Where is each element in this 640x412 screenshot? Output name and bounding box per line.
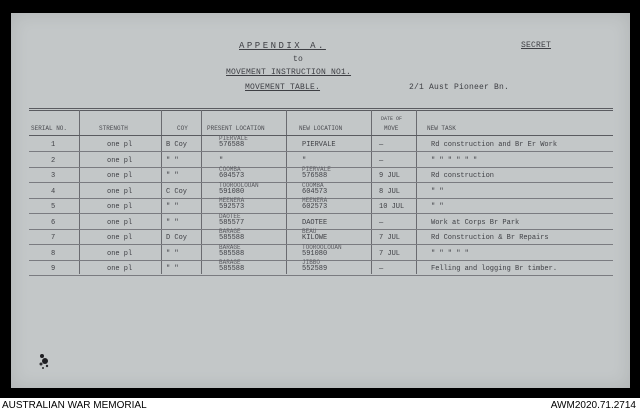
new-location-cell-line: 552589 [302, 265, 328, 273]
new-location-cell-line: 591080 [302, 249, 328, 258]
new-task-cell: Rd Construction & Br Repairs [431, 234, 549, 242]
new-location-cell [302, 244, 342, 258]
document-title: APPENDIX A. [239, 41, 326, 51]
new-location-cell [302, 142, 336, 149]
new-task-cell: Rd construction and Br Er Work [431, 141, 558, 149]
coy-cell: " " [166, 265, 179, 273]
new-location-cell [302, 182, 327, 196]
strength-cell: one pl [107, 218, 133, 227]
present-location-cell-line: 585588 [219, 234, 245, 242]
new-task-cell: Rd construction [431, 172, 495, 180]
header-date-line1: DATE OF [381, 116, 403, 122]
table-row [29, 259, 613, 277]
table-title: MOVEMENT TABLE. [245, 83, 321, 92]
strength-cell: one pl [107, 249, 133, 258]
present-location-cell [219, 213, 244, 227]
row-rule [29, 213, 613, 214]
new-task-cell: " " " " " [431, 249, 469, 258]
new-location-cell [302, 197, 327, 211]
table-top-rule [29, 108, 613, 109]
coy-cell: " " [166, 156, 179, 165]
date-of-move-cell: 9 JUL [379, 172, 401, 180]
present-location-cell-line: 591080 [219, 187, 245, 196]
present-location-cell-line: BARAGE [219, 259, 241, 266]
ink-stain-mark [37, 352, 51, 370]
new-task-cell: " " [431, 203, 444, 211]
new-location-cell-line: COOMBA [302, 181, 324, 189]
new-location-cell-line: PIERVALE [302, 141, 336, 149]
coy-cell: D Coy [166, 234, 188, 242]
strength-cell: one pl [107, 203, 133, 211]
instruction-title: MOVEMENT INSTRUCTION NO1. [226, 68, 352, 77]
new-location-cell-line: BEAU [302, 228, 317, 235]
footer-source: AUSTRALIAN WAR MEMORIAL [2, 400, 147, 411]
present-location-cell-line: BARAGE [219, 243, 241, 251]
new-location-cell-line: KILOWE [302, 234, 328, 242]
new-location-cell-line: 602573 [302, 203, 328, 211]
new-location-cell-line: " [302, 156, 307, 165]
coy-cell: C Coy [166, 187, 188, 196]
present-location-cell-line: MEENERA [219, 197, 245, 204]
present-location-cell-line: BARAGE [219, 228, 241, 235]
present-location-cell [219, 228, 244, 242]
present-location-cell-line: PIERVALE [219, 135, 248, 142]
serial-number: 1 [51, 141, 56, 149]
document-page [11, 13, 630, 388]
date-of-move-cell: — [379, 218, 384, 227]
header-date-line2: MOVE [384, 125, 399, 132]
new-location-cell-line: TOOROOLOUAN [302, 243, 342, 251]
serial-number: 3 [51, 172, 56, 180]
date-of-move-cell: — [379, 156, 384, 165]
header-bottom-rule [29, 135, 613, 136]
serial-number: 4 [51, 187, 56, 196]
serial-number: 8 [51, 249, 56, 258]
date-of-move-cell: 8 JUL [379, 187, 401, 196]
new-location-cell [302, 259, 327, 273]
header-new-location: NEW LOCATION [299, 125, 343, 132]
new-task-cell: Felling and logging Br timber. [431, 265, 558, 273]
document-to: to [293, 55, 304, 64]
table-top-rule-double [29, 110, 613, 111]
row-rule [29, 275, 613, 276]
present-location-cell-line: TOOROOLOUAN [219, 181, 259, 189]
serial-number: 5 [51, 203, 56, 211]
new-location-cell [302, 220, 327, 227]
header-coy: COY [177, 125, 188, 132]
coy-cell: " " [166, 218, 179, 227]
present-location-cell-line: DAOTEE [219, 212, 241, 220]
row-rule [29, 151, 613, 152]
present-location-cell-line: 592573 [219, 203, 245, 211]
header-new-task: NEW TASK [427, 125, 456, 132]
strength-cell: one pl [107, 156, 133, 165]
serial-number: 2 [51, 156, 56, 165]
strength-cell: one pl [107, 234, 133, 242]
header-strength: STRENGTH [99, 125, 128, 132]
serial-number: 6 [51, 218, 56, 227]
new-location-cell-line: 604573 [302, 187, 328, 196]
present-location-cell [219, 135, 248, 149]
new-location-cell-line: DAOTEE [302, 218, 328, 227]
present-location-cell-line: 585588 [219, 249, 245, 258]
new-location-cell [302, 166, 331, 180]
footer-accession-number: AWM2020.71.2714 [550, 400, 636, 411]
strength-cell: one pl [107, 141, 133, 149]
new-location-cell-line: PIERVALE [302, 166, 331, 173]
present-location-cell [219, 182, 259, 196]
strength-cell: one pl [107, 172, 133, 180]
serial-number: 7 [51, 234, 56, 242]
new-location-cell-line: 576588 [302, 172, 328, 180]
table-row [29, 135, 613, 153]
present-location-cell [219, 259, 244, 273]
present-location-cell-line: COOMBA [219, 166, 241, 173]
new-location-cell-line: JIBBO [302, 259, 321, 266]
date-of-move-cell: — [379, 141, 384, 149]
new-location-cell-line: MEENERA [302, 197, 328, 204]
date-of-move-cell: — [379, 265, 384, 273]
classification-mark: SECRET [521, 41, 552, 50]
present-location-cell-line: 585588 [219, 265, 245, 273]
present-location-cell-line: 576588 [219, 141, 245, 149]
present-location-cell-line: " [219, 156, 224, 165]
coy-cell: " " [166, 172, 179, 180]
new-task-cell: Work at Corps Br Park [431, 218, 520, 227]
header-present-location: PRESENT LOCATION [207, 125, 265, 132]
new-location-cell [302, 228, 327, 242]
header-serial: SERIAL NO. [31, 125, 68, 132]
present-location-cell [219, 166, 244, 180]
present-location-cell [219, 158, 223, 165]
present-location-cell [219, 244, 244, 258]
table-row [29, 197, 613, 215]
coy-cell: " " [166, 203, 179, 211]
present-location-cell-line: 585577 [219, 218, 245, 227]
new-task-cell: " " [431, 187, 444, 196]
coy-cell: B Coy [166, 141, 188, 149]
strength-cell: one pl [107, 265, 133, 273]
new-task-cell: " " " " " " [431, 156, 478, 165]
date-of-move-cell: 7 JUL [379, 234, 401, 242]
coy-cell: " " [166, 249, 179, 258]
present-location-cell [219, 197, 244, 211]
new-location-cell [302, 158, 306, 165]
date-of-move-cell: 10 JUL [379, 203, 405, 211]
strength-cell: one pl [107, 187, 133, 196]
unit-name: 2/1 Aust Pioneer Bn. [409, 83, 510, 92]
date-of-move-cell: 7 JUL [379, 249, 401, 258]
serial-number: 9 [51, 265, 56, 273]
present-location-cell-line: 604573 [219, 172, 245, 180]
